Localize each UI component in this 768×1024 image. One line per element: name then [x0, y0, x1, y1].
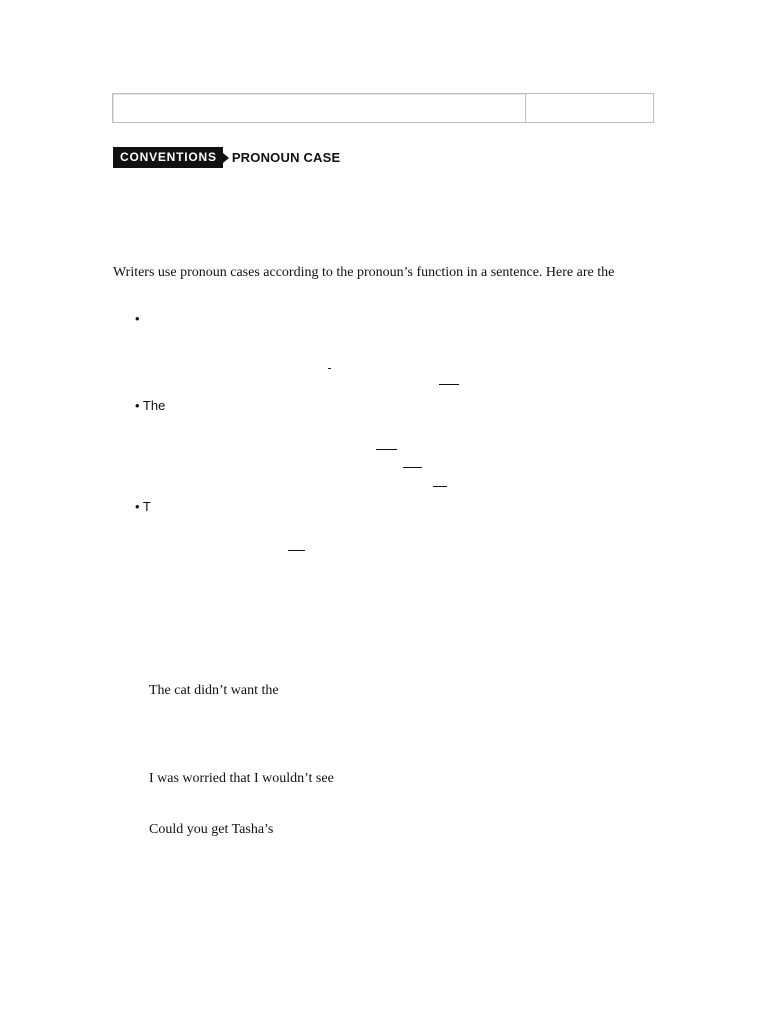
blank-line-3[interactable]: [403, 467, 422, 468]
dash-mark: [328, 368, 331, 369]
example-sentence-1: The cat didn’t want the: [149, 683, 279, 698]
section-title: PRONOUN CASE: [231, 150, 341, 165]
blank-line-2[interactable]: [376, 449, 397, 450]
example-sentence-3: Could you get Tasha’s: [149, 822, 274, 837]
blank-line-4[interactable]: [433, 486, 447, 487]
date-field[interactable]: [526, 94, 653, 122]
section-label: [113, 147, 340, 168]
blank-line-5[interactable]: [288, 550, 305, 551]
intro-paragraph: Writers use pronoun cases according to the pronoun’s function in a sentence. Here are the: [113, 265, 615, 280]
example-sentence-2: I was worried that I wouldn’t see: [149, 771, 334, 786]
name-date-box: [112, 93, 654, 123]
conventions-tag: CONVENTIONS: [113, 147, 223, 168]
bullet-item-2: • The: [135, 398, 166, 413]
bullet-item-1: •: [135, 311, 140, 326]
tag-arrow-icon: [223, 153, 229, 163]
bullet-item-3: • T: [135, 499, 151, 514]
name-field[interactable]: [113, 94, 526, 122]
blank-line-1[interactable]: [439, 384, 459, 385]
